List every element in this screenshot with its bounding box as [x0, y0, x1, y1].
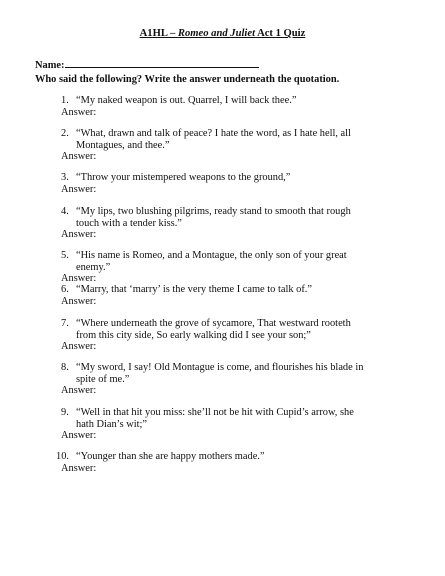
name-row: [35, 58, 259, 72]
question-text: “Younger than she are happy mothers made.”: [76, 451, 265, 462]
question-2: [35, 128, 365, 163]
question-number: 1.: [61, 95, 69, 106]
question-number: 8.: [61, 362, 69, 373]
question-text: “What, drawn and talk of peace? I hate the word, as I hate hell, all Montagues, and thee.”: [76, 128, 351, 151]
answer-label: Answer:: [61, 462, 97, 474]
question-7: [35, 318, 365, 353]
question-text: “Well in that hit you miss: she’ll not be hit with Cupid’s arrow, she hath Dian’s wit;”: [76, 407, 354, 430]
answer-label: Answer:: [61, 229, 97, 240]
instructions: Who said the following? Write the answer underneath the quotation.: [35, 74, 340, 85]
answer-label: Answer:: [61, 341, 97, 352]
answer-label: Answer:: [61, 106, 97, 118]
question-3: [35, 172, 365, 195]
question-5: [35, 250, 365, 285]
question-number: 10.: [56, 451, 69, 462]
question-4: [35, 206, 365, 241]
question-text: “Where underneath the grove of sycamore, That westward rooteth from this city side, So early walking did I see your son;”: [76, 318, 351, 341]
question-text: “My lips, two blushing pilgrims, ready stand to smooth that rough touch with a tender kiss.”: [76, 206, 351, 229]
question-text: “My sword, I say! Old Montague is come, and flourishes his blade in spite of me.”: [76, 362, 364, 385]
question-6: [35, 284, 365, 307]
question-text: “My naked weapon is out. Quarrel, I will back thee.”: [76, 95, 297, 106]
question-number: 7.: [61, 318, 69, 329]
answer-label: Answer:: [61, 385, 97, 396]
question-number: 9.: [61, 407, 69, 418]
answer-label: Answer:: [61, 183, 97, 195]
answer-label: Answer:: [61, 273, 97, 284]
question-9: [35, 407, 365, 442]
answer-label: Answer:: [61, 295, 97, 307]
question-text: “His name is Romeo, and a Montague, the only son of your great enemy.”: [76, 250, 347, 273]
question-text: “Throw your mistempered weapons to the ground,”: [76, 172, 291, 183]
title-code: A1HL –: [139, 28, 178, 39]
question-text: “Marry, that ‘marry’ is the very theme I came to talk of.”: [76, 284, 312, 295]
question-number: 4.: [61, 206, 69, 217]
name-label: Name:: [35, 60, 65, 71]
question-1: [35, 95, 365, 118]
title-rest: Act 1 Quiz: [255, 28, 306, 39]
page-title: [0, 28, 445, 40]
name-blank-line: [65, 58, 259, 68]
question-number: 6.: [61, 284, 69, 295]
question-number: 5.: [61, 250, 69, 261]
question-number: 2.: [61, 128, 69, 139]
question-number: 3.: [61, 172, 69, 183]
answer-label: Answer:: [61, 151, 97, 162]
answer-label: Answer:: [61, 430, 97, 441]
question-8: [35, 362, 365, 397]
question-10: [35, 451, 365, 474]
title-work: Romeo and Juliet: [177, 28, 256, 39]
